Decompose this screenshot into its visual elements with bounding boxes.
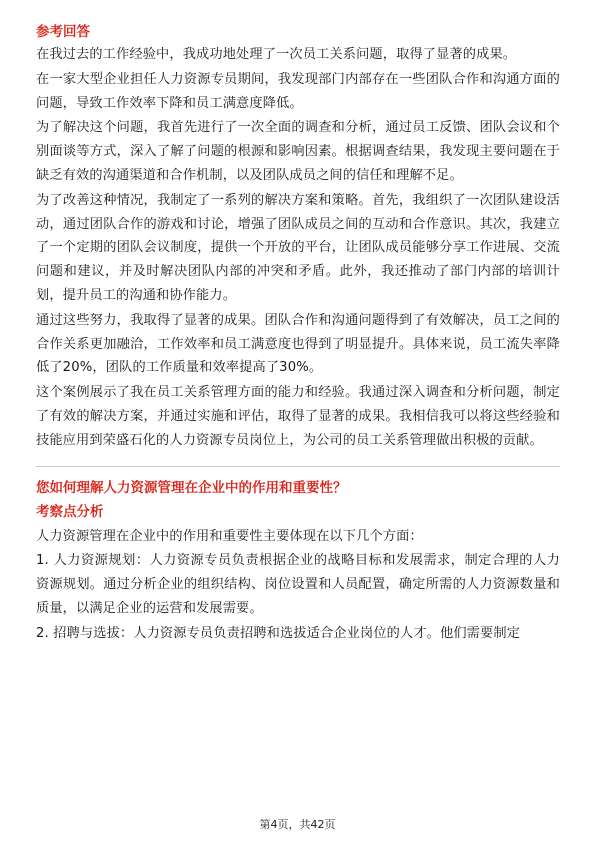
answer-paragraph-3: 为了解决这个问题，我首先进行了一次全面的调查和分析，通过员工反馈、团队会议和个别面谈等方式，深入了解了问题的根源和影响因素。根据调查结果，我发现主要问题在于缺乏有效的沟通渠道和合作机制，以及团队成员之间的信任和理解不足。 bbox=[36, 120, 560, 183]
analysis-subheading: 考察点分析 bbox=[36, 503, 104, 520]
answer-paragraph-4: 为了改善这种情况，我制定了一系列的解决方案和策略。首先，我组织了一次团队建设活动，通过团队合作的游戏和讨论，增强了团队成员之间的互动和合作意识。其次，我建立了一个定期的团队会议制度，提供一个开放的平台，让团队成员能够分享工作进展、交流问题和建议，并及时解决团队内部的冲突和矛盾。此外，我还推动了部门内部的培训计划，提升员工的沟通和协作能力。 bbox=[36, 192, 560, 303]
document-page bbox=[36, 22, 560, 646]
analysis-paragraph-3: 2. 招聘与选拔：人力资源专员负责招聘和选拔适合企业岗位的人才。他们需要制定 bbox=[36, 625, 521, 641]
analysis-paragraph-2: 1. 人力资源规划：人力资源专员负责根据企业的战略目标和发展需求，制定合理的人力资源规划。通过分析企业的组织结构、岗位设置和人员配置，确定所需的人力资源数量和质量，以满足企业的运营和发展需要。 bbox=[36, 553, 560, 616]
answer-paragraph-1: 在我过去的工作经验中，我成功地处理了一次员工关系问题，取得了显著的成果。 bbox=[36, 47, 517, 62]
answer-heading: 参考回答 bbox=[36, 24, 90, 40]
answer-paragraph-2: 在一家大型企业担任人力资源专员期间，我发现部门内部存在一些团队合作和沟通方面的问题，导致工作效率下降和员工满意度降低。 bbox=[36, 71, 560, 111]
analysis-paragraph-1: 人力资源管理在企业中的作用和重要性主要体现在以下几个方面： bbox=[36, 528, 423, 544]
page-number: 第4页，共42页 bbox=[259, 818, 336, 831]
answer-paragraph-6: 这个案例展示了我在员工关系管理方面的能力和经验。我通过深入调查和分析问题，制定了有效的解决方案，并通过实施和评估，取得了显著的成果。我相信我可以将这些经验和技能应用到荣盛石化的人力资源专员岗位上，为公司的员工关系管理做出积极的贡献。 bbox=[36, 385, 560, 448]
answer-paragraph-5: 通过这些努力，我取得了显著的成果。团队合作和沟通问题得到了有效解决，员工之间的合作关系更加融洽，工作效率和员工满意度也得到了明显提升。具体来说，员工流失率降低了20%，团队的工作质量和效率提高了30%。 bbox=[36, 312, 560, 376]
question-title: 您如何理解人力资源管理在企业中的作用和重要性？ bbox=[36, 479, 347, 496]
section-divider bbox=[36, 466, 560, 467]
